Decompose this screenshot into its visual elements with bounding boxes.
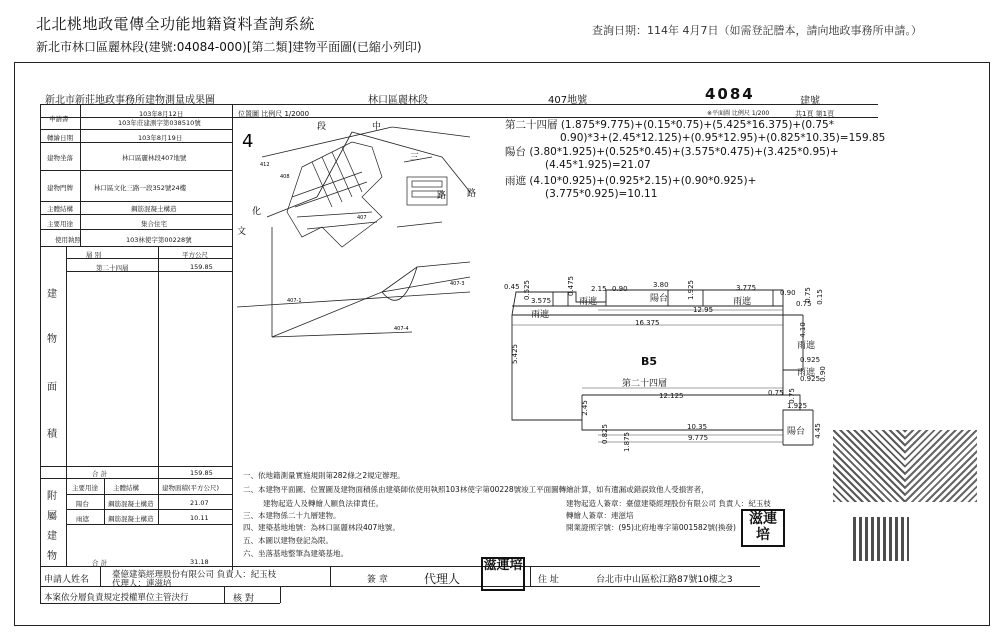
svg-text:三: 三 [410,153,420,163]
dimension: 3.775 [736,284,757,292]
permit-label: 使用執照 [55,236,81,244]
svg-text:路: 路 [467,189,477,199]
build-number: 4084 [705,85,755,103]
canopy-label: 雨遮 [579,297,598,307]
site-plan-drawing [232,117,477,467]
side-char: 積 [47,429,57,440]
dimension: 9.775 [688,434,709,442]
floor-label: 第二十四層 [622,379,668,389]
use-label: 主要用途 [47,220,73,228]
floor-row-area: 159.85 [190,263,213,271]
dimension: 1.925 [687,279,696,301]
build-number-suffix: 建號 [800,96,820,107]
applicant-agent: 代理人：連滋培 [112,579,172,589]
canopy-label: 雨遮 [531,310,550,320]
dimension: 16.375 [635,319,660,327]
authorization-note: 本案依分層負責規定授權單位主管決行 [44,593,189,603]
attach-header-structure: 主體結構 [113,484,139,492]
applicant-label: 申請人姓名 [44,575,90,585]
dimension: 0.90 [780,289,796,297]
apply-label: 申請書 [49,115,69,123]
dimension: 0.90 [818,366,827,382]
compass-mark: 4 [242,131,254,152]
dimension: 0.45 [504,283,520,291]
dimension: 4.45 [813,423,822,439]
drafter-stamp: 滋連培 [741,509,785,547]
side-char: 建 [47,289,57,300]
attach-row-use: 陽台 [76,500,89,508]
svg-text:化: 化 [252,207,262,217]
svg-text:408: 408 [280,174,290,180]
svg-text:407-3: 407-3 [450,281,465,287]
dimension: 1.875 [623,431,632,453]
total-label: 合 計 [92,470,108,478]
dimension: 0.90 [612,285,628,293]
site-scale: 位置圖 比例尺 1/2000 [238,110,310,118]
area-formula-line: 0.90)*3+(2.45*12.125)+(0.95*12.95)+(0.825*10.35)=159.85 [560,132,886,144]
note-line: 六、坐落基地整筆為建築基地。 [243,549,348,558]
balcony-label: 陽台 [787,427,806,437]
dimension: 0.825 [601,423,610,445]
structure-value: 鋼筋混凝土構造 [131,205,177,213]
dimension: 3.80 [653,281,669,289]
floor-column-header: 層 別 [86,251,102,259]
dimension: 0.525 [523,279,532,301]
dimension: 12.125 [659,392,684,400]
dimension: 5.425 [511,343,520,365]
area-formula-line: (4.45*1.925)=21.07 [545,159,651,171]
dimension: 2.45 [580,400,589,416]
area-formula-line: 陽台 (3.80*1.925)+(0.525*0.45)+(3.575*0.475)+(3.425*0.95)+ [505,146,839,158]
attach-total-label: 合 計 [92,559,108,567]
door-label: 建物門牌 [47,184,73,192]
note-line: 二、本建物平面圖、位置圖及建物面積係由建築師依使用執照103林使字第00228號竣工平面圖轉繪計算，如有遺漏或錯誤致他人受損害者， [243,485,709,494]
dimension: 0.75 [796,300,812,308]
side-char: 面 [47,382,57,393]
district-name: 林口區麗林段 [368,95,428,106]
attach-side-char: 附 [47,491,57,502]
attach-side-char: 物 [47,551,57,562]
dimension: 0.475 [567,275,576,297]
dimension: 0.15 [815,289,824,305]
dimension: 0.75 [787,388,796,404]
note-line: 五、本圖以建物登記為限。 [243,536,333,545]
dimension: 12.95 [693,306,714,314]
dimension: 4.10 [798,322,807,338]
door-value: 林口區文化三路一段352號24樓 [94,184,187,192]
document-subtitle: 新北市林口區麗林段(建號:04084-000)[第二類]建物平面圖(已縮小列印) [36,40,422,54]
attach-header-area: 建物面積(平方公尺) [162,484,220,492]
dimension: 0.75 [768,389,784,397]
rule [40,104,878,105]
drafter-line: 建物起造人簽章：臺億建築經理股份有限公司 負責人：紀玉枝 [566,499,771,508]
query-date: 查詢日期：114年 4月7日（如需登記謄本，請向地政事務所申請。） [592,24,922,37]
seal-stamp [833,430,905,502]
area-formula-line: 第二十四層 (1.875*9.775)+(0.15*0.75)+(5.425*16.375)+(0.75* [505,119,834,131]
side-char: 物 [47,334,57,345]
seal-stamp [905,430,977,502]
seal-stamp [853,517,909,561]
plan-scale: ※平面圖 比例尺 1/200 [707,110,770,117]
attach-side-char: 屬 [47,511,57,522]
svg-text:407-1: 407-1 [287,298,302,304]
total-value: 159.85 [190,469,213,477]
check-label: 核 對 [233,594,254,604]
floor-row-name: 第二十四層 [96,264,129,272]
svg-text:路: 路 [437,191,447,201]
location-value: 林口區麗林段407地號 [122,154,187,162]
canopy-label: 雨遮 [733,297,752,307]
svg-text:407: 407 [357,215,367,221]
drafter-line: 開業證照字號：(95)北府地專字第001582號(換發) [566,523,736,532]
note-line: 三、本建物係二十九層建物。 [243,511,341,520]
drafter-line: 轉繪人簽章：連滋培 [566,511,634,520]
svg-text:中: 中 [372,122,382,132]
attach-row-structure: 鋼筋混凝土構造 [108,515,154,523]
attach-row-area: 21.07 [190,499,209,507]
address-value: 台北市中山區松江路87號10樓之3 [596,575,733,585]
svg-text:段: 段 [317,122,327,132]
use-value: 集合住宅 [141,220,167,228]
note-line: 建物起造人及轉繪人願負法律責任。 [263,499,383,508]
svg-text:文: 文 [237,227,247,237]
area-formula-line: 雨遮 (4.10*0.925)+(0.925*2.15)+(0.90*0.925)+ [505,175,757,187]
canopy-label: 雨遮 [797,368,816,378]
attach-row-use: 雨遮 [76,515,89,523]
attach-header-use: 主要用途 [72,484,98,492]
system-title: 北北桃地政電傳全功能地籍資料查詢系統 [36,15,316,33]
canopy-label: 雨遮 [797,341,816,351]
dimension: 3.575 [531,297,552,305]
agent-stamp: 滋連培 [481,557,525,591]
apply-number: 103年莊建測字第038510號 [118,119,201,127]
seal-label: 簽 章 [367,575,388,585]
dimension: 0.75 [803,287,812,303]
dimension: 0.925 [800,356,821,364]
note-line: 一、依地籍測量實施規則第282條之2規定辦理。 [243,471,405,480]
lot-number: 407地號 [548,95,588,106]
area-formula-line: (3.775*0.925)=10.11 [545,188,658,200]
dimension: 1.925 [787,402,808,410]
address-label: 住 址 [538,575,559,585]
applicant-company: 臺億建築經理股份有限公司 負責人：紀玉枝 [112,570,277,580]
agent-label: 代理人 [424,572,461,586]
transfer-date: 103年8月19日 [138,134,183,142]
dimension: 2.15 [591,285,607,293]
dimension: 10.35 [687,423,708,431]
note-line: 四、建築基地地號：為林口區麗林段407地號。 [243,523,400,532]
office-name: 新北市新莊地政事務所建物測量成果圖 [45,95,215,106]
apply-date: 103年8月12日 [139,110,184,118]
attach-row-structure: 鋼筋混凝土構造 [108,500,154,508]
dimension: 0.925 [800,375,821,383]
location-label: 建物坐落 [47,154,73,162]
attach-row-area: 10.11 [190,514,209,522]
area-column-header: 平方公尺 [182,251,208,259]
attach-side-char: 建 [47,531,57,542]
svg-text:412: 412 [260,162,270,168]
permit-value: 103林使字第00228號 [126,236,192,244]
balcony-label: 陽台 [650,294,669,304]
attach-total-value: 31.18 [190,558,209,566]
page-count: 共1頁 第1頁 [795,110,835,118]
structure-label: 主體結構 [47,205,73,213]
transfer-label: 轉繪日期 [47,134,73,142]
svg-text:407-4: 407-4 [394,326,409,332]
unit-label: B5 [641,355,658,368]
